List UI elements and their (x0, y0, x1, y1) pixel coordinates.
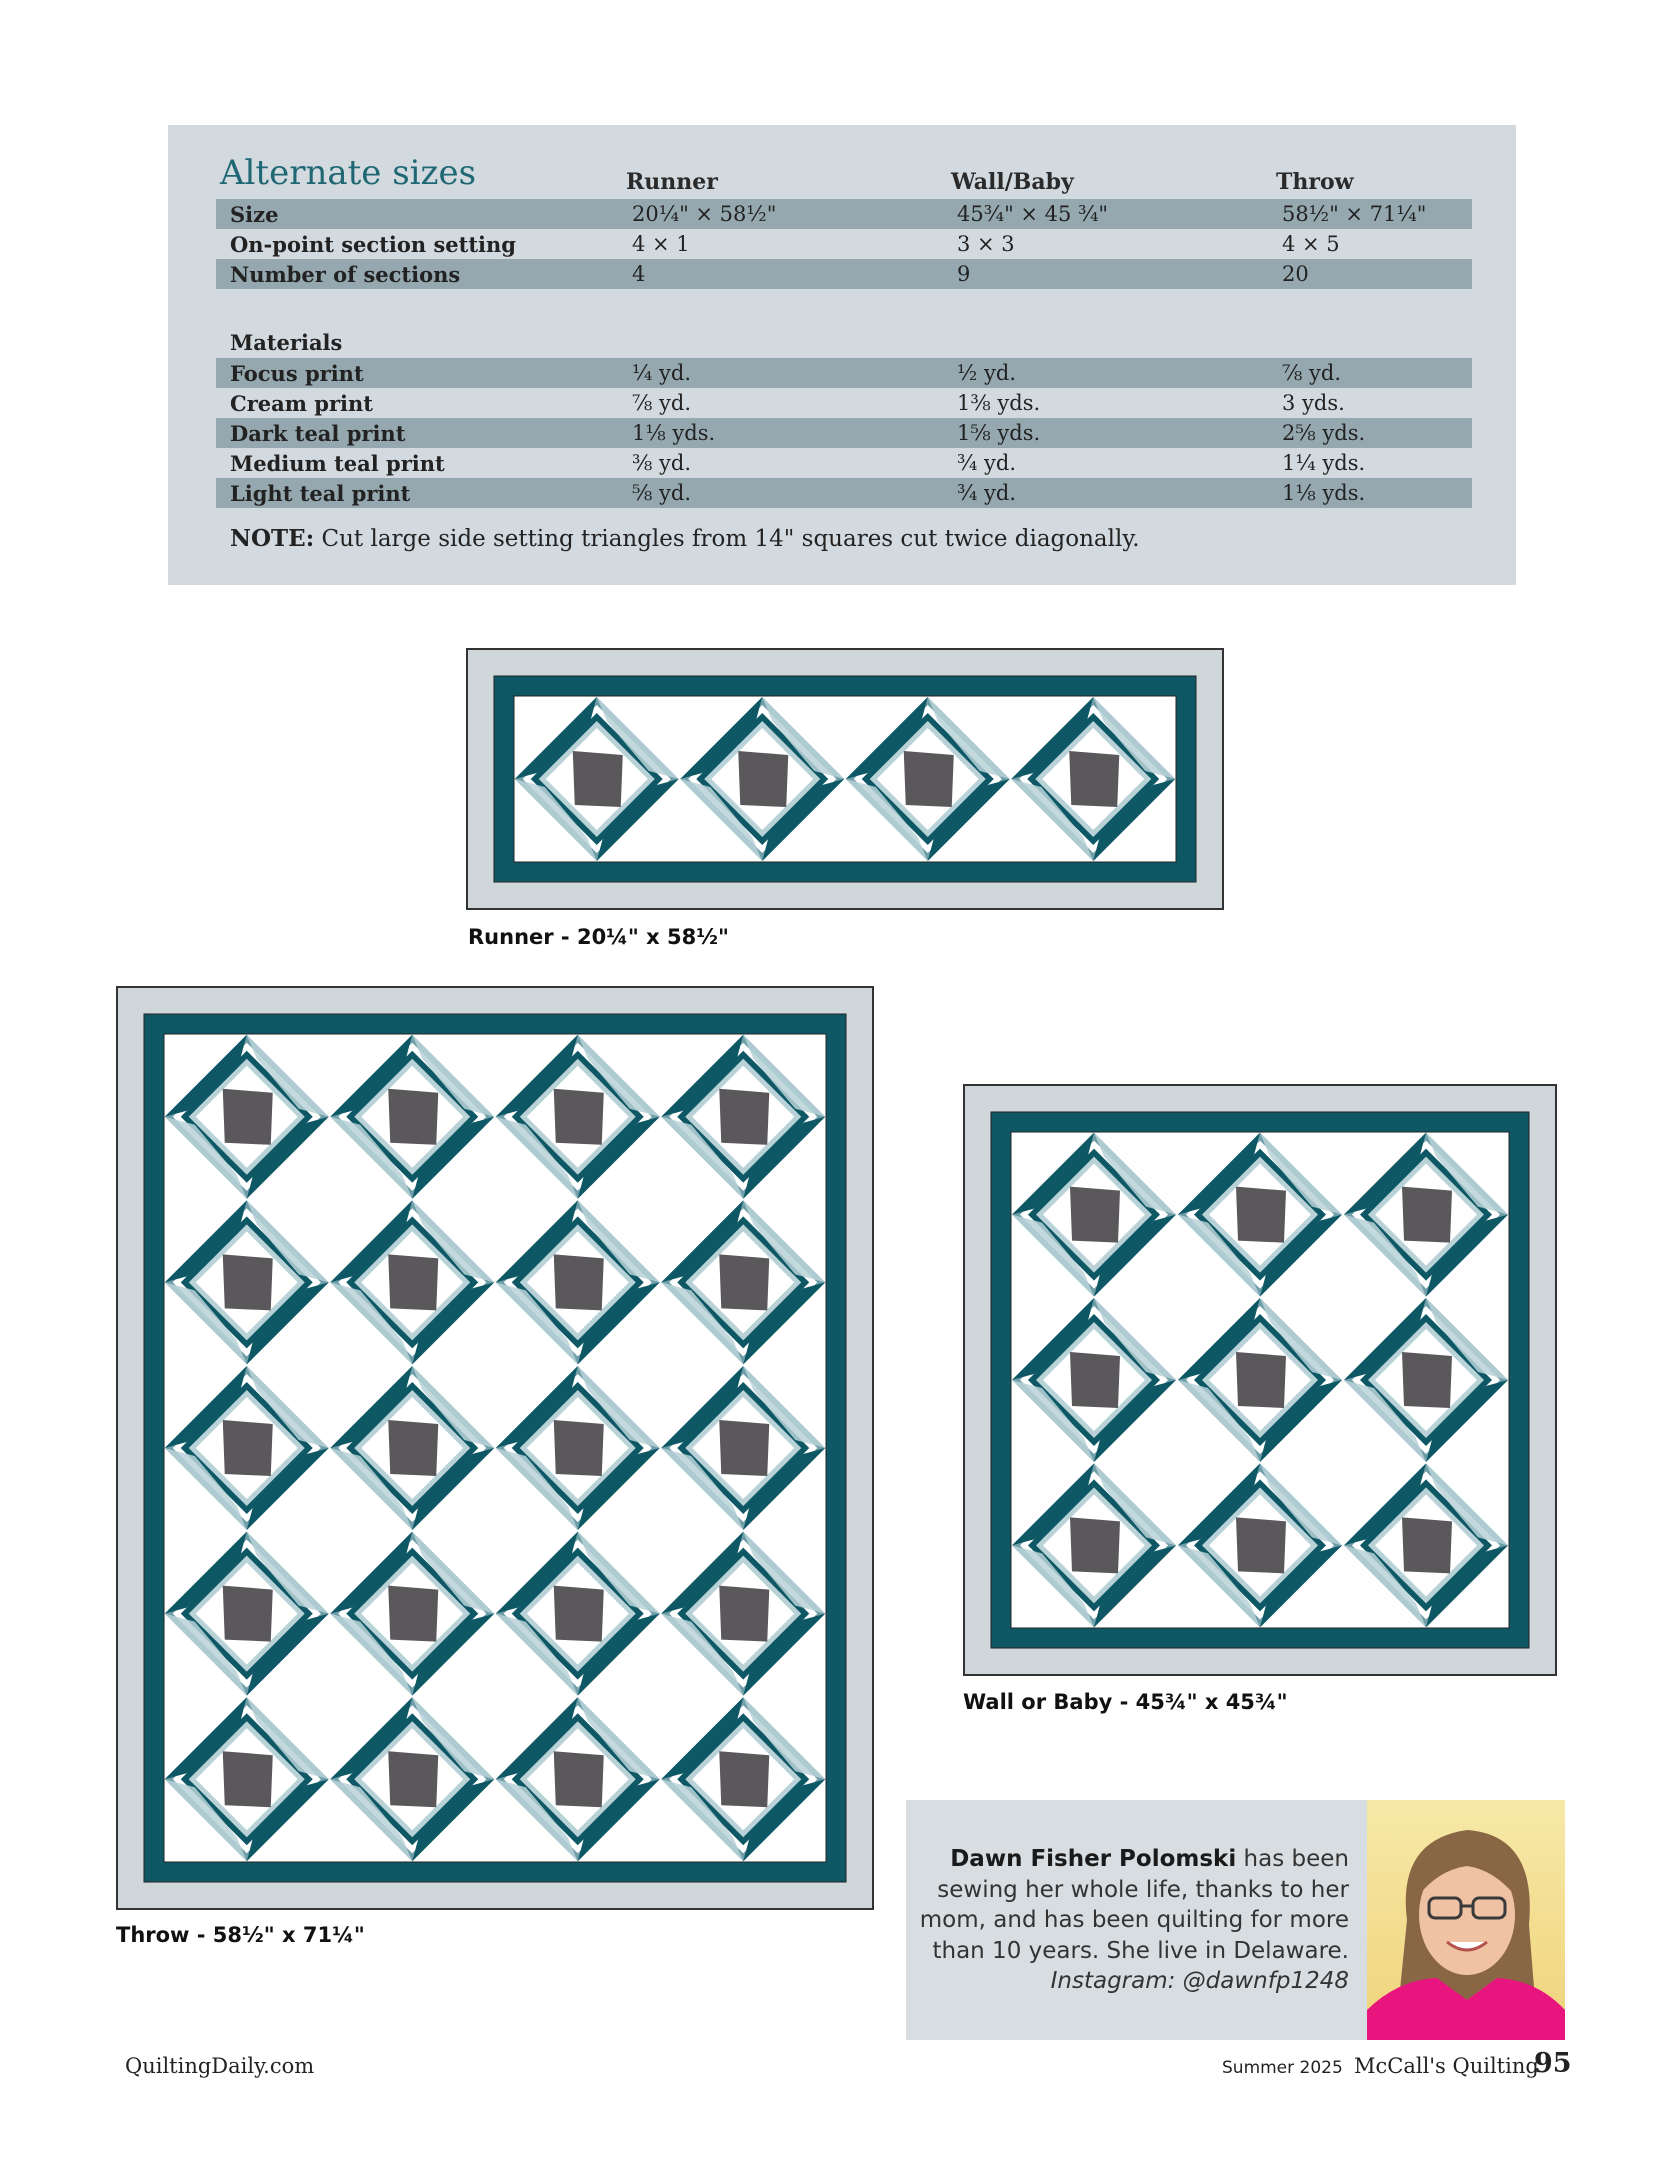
block-focus-center (719, 1586, 769, 1642)
cutting-note (230, 525, 1140, 552)
block-focus-center (388, 1420, 438, 1476)
block-focus-center (388, 1089, 438, 1145)
note-label: NOTE: (230, 525, 315, 552)
row-label: Light teal print (230, 481, 411, 506)
wall-baby-quilt-diagram (963, 1084, 1557, 1676)
designer-bio-text: has been sewing her whole life, thanks to her mom, and has been quilting for more than 10 years. She live in Delaware. (919, 1846, 1349, 1964)
alternate-sizes-title: Alternate sizes (220, 153, 477, 193)
row-label: On-point section setting (230, 232, 516, 257)
cell-wall-baby: 3 × 3 (957, 232, 1015, 256)
runner-quilt-diagram (466, 648, 1224, 910)
block-focus-center (1070, 1352, 1120, 1408)
cell-wall-baby: ¾ yd. (957, 451, 1017, 475)
block-focus-center (1236, 1517, 1286, 1573)
cell-wall-baby: 45¾" × 45 ¾" (957, 202, 1109, 226)
block-focus-center (388, 1254, 438, 1310)
block-focus-center (223, 1420, 273, 1476)
block-focus-center (904, 751, 954, 807)
block-focus-center (719, 1420, 769, 1476)
cell-throw: 1⅛ yds. (1282, 481, 1366, 505)
cell-throw: 1¼ yds. (1282, 451, 1366, 475)
cell-throw: 3 yds. (1282, 391, 1345, 415)
block-focus-center (738, 751, 788, 807)
row-label: Focus print (230, 361, 364, 386)
block-focus-center (388, 1751, 438, 1807)
row-label: Dark teal print (230, 421, 406, 446)
row-label: Cream print (230, 391, 373, 416)
table-row-dark-teal-print (216, 418, 1472, 448)
block-focus-center (1070, 1517, 1120, 1573)
table-row-light-teal-print (216, 478, 1472, 508)
runner-caption: Runner - 20¼" x 58½" (468, 925, 729, 949)
cell-wall-baby: 1⅜ yds. (957, 391, 1041, 415)
cell-wall-baby: ½ yd. (957, 361, 1017, 385)
throw-caption: Throw - 58½" x 71¼" (116, 1923, 365, 1947)
cell-wall-baby: ¾ yd. (957, 481, 1017, 505)
block-focus-center (388, 1586, 438, 1642)
block-focus-center (719, 1089, 769, 1145)
cell-runner: 4 × 1 (632, 232, 690, 256)
column-header-throw: Throw (1276, 169, 1354, 195)
cell-runner: 20¼" × 58½" (632, 202, 777, 226)
row-label: Medium teal print (230, 451, 445, 476)
block-focus-center (223, 1254, 273, 1310)
row-label: Size (230, 202, 279, 227)
block-focus-center (554, 1420, 604, 1476)
cell-throw: ⅞ yd. (1282, 361, 1342, 385)
block-focus-center (1402, 1352, 1452, 1408)
block-focus-center (573, 751, 623, 807)
wall-baby-caption: Wall or Baby - 45¾" x 45¾" (963, 1690, 1288, 1714)
column-header-runner: Runner (626, 169, 718, 195)
cell-throw: 20 (1282, 262, 1309, 286)
block-focus-center (719, 1254, 769, 1310)
block-focus-center (554, 1751, 604, 1807)
block-focus-center (1402, 1517, 1452, 1573)
cell-throw: 58½" × 71¼" (1282, 202, 1427, 226)
cell-runner: ¼ yd. (632, 361, 692, 385)
footer-magazine: McCall's Quilting (1354, 2054, 1539, 2078)
cell-runner: ⅞ yd. (632, 391, 692, 415)
block-focus-center (1236, 1187, 1286, 1243)
column-header-wall-baby: Wall/Baby (951, 169, 1074, 195)
designer-bio (909, 1844, 1349, 1997)
cell-wall-baby: 9 (957, 262, 971, 286)
cell-wall-baby: 1⅝ yds. (957, 421, 1041, 445)
designer-bio-box (906, 1800, 1367, 2040)
footer-issue: Summer 2025 (1222, 2058, 1343, 2078)
block-focus-center (223, 1751, 273, 1807)
table-row-size (216, 199, 1472, 229)
designer-instagram: Instagram: @dawnfp1248 (1050, 1968, 1349, 1994)
table-row-setting (216, 229, 1472, 259)
cell-runner: 1⅛ yds. (632, 421, 716, 445)
table-row-medium-teal-print (216, 448, 1472, 478)
designer-name: Dawn Fisher Polomski (950, 1846, 1237, 1872)
block-focus-center (554, 1089, 604, 1145)
note-text: Cut large side setting triangles from 14" squares cut twice diagonally. (314, 526, 1140, 552)
table-row-cream-print (216, 388, 1472, 418)
materials-heading: Materials (230, 330, 343, 355)
block-focus-center (1069, 751, 1119, 807)
block-focus-center (1070, 1187, 1120, 1243)
page-number: 95 (1534, 2048, 1572, 2079)
block-focus-center (1402, 1187, 1452, 1243)
block-focus-center (223, 1089, 273, 1145)
block-focus-center (719, 1751, 769, 1807)
cell-runner: ⅝ yd. (632, 481, 692, 505)
block-focus-center (1236, 1352, 1286, 1408)
table-row-sections (216, 259, 1472, 289)
row-label: Number of sections (230, 262, 461, 287)
cell-runner: 4 (632, 262, 646, 286)
alternate-sizes-box (168, 125, 1516, 585)
table-row-focus-print (216, 358, 1472, 388)
cell-runner: ⅜ yd. (632, 451, 692, 475)
cell-throw: 4 × 5 (1282, 232, 1340, 256)
throw-quilt-diagram (116, 986, 874, 1910)
cell-throw: 2⅝ yds. (1282, 421, 1366, 445)
block-focus-center (223, 1586, 273, 1642)
block-focus-center (554, 1586, 604, 1642)
designer-photo (1367, 1800, 1565, 2040)
block-focus-center (554, 1254, 604, 1310)
footer-website: QuiltingDaily.com (125, 2054, 315, 2078)
